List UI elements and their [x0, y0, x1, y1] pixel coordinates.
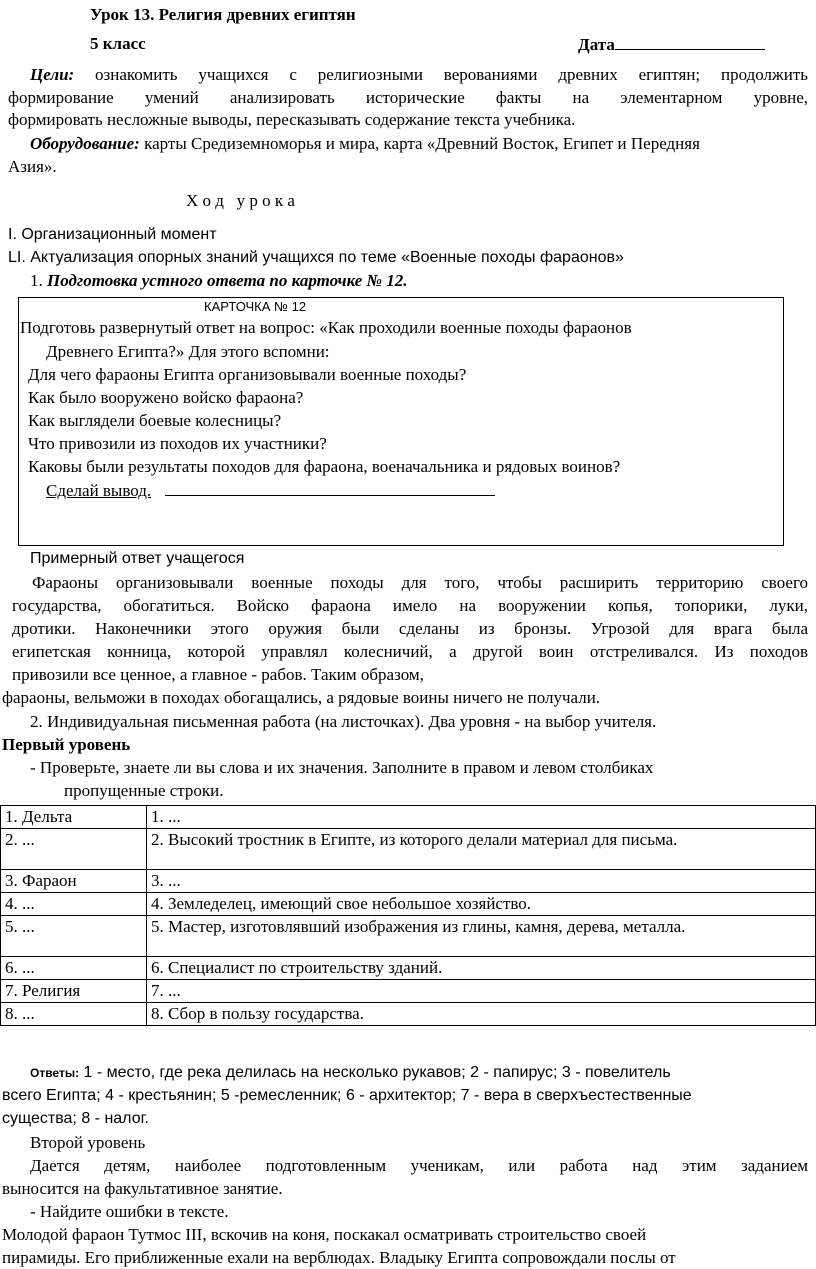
table-cell-definition: 5. Мастер, изготовлявший изображения из глины, камня, дерева, металла.	[147, 916, 816, 957]
level-1-heading: Первый уровень	[2, 735, 131, 754]
table-cell-term: 3. Фараон	[1, 870, 147, 893]
section-item-1	[30, 270, 408, 292]
goals-line-1	[8, 64, 808, 86]
level-2-line-2: выносится на факультативное занятие.	[2, 1179, 283, 1198]
sample-answer-line-6: фараоны, вельможи в походах обогащались, а рядовые воины ничего не получали.	[2, 688, 601, 707]
table-cell-definition: 7. ...	[147, 980, 816, 1003]
card-question-1: Для чего фараоны Египта организовывали военные походы?	[28, 365, 467, 384]
table-row	[1, 806, 816, 829]
table-cell-definition: 2. Высокий тростник в Египте, из которого делали материал для письма.	[147, 829, 816, 870]
card-conclusion	[46, 479, 495, 502]
card-question-3: Как выглядели боевые колесницы?	[28, 411, 282, 430]
sample-answer-line-3: дротики. Наконечники этого оружия были сделаны из бронзы. Угрозой для врага была	[12, 619, 808, 638]
table-row	[1, 870, 816, 893]
goals-text-1: ознакомить учащихся с религиозными верованиями древних египтян; продолжить	[95, 65, 809, 84]
task-2: 2. Индивидуальная письменная работа (на листочках). Два уровня - на выбор учителя.	[30, 712, 657, 731]
card-question-5: Каковы были результаты походов для фараона, военачальника и рядовых воинов?	[28, 457, 621, 476]
table-row	[1, 916, 816, 957]
section-item-1-text: Подготовка устного ответа по карточке № 12.	[47, 271, 408, 290]
level-1-instruction-1: - Проверьте, знаете ли вы слова и их значения. Заполните в правом и левом столбиках	[30, 758, 654, 777]
table-cell-term: 8. ...	[1, 1003, 147, 1026]
table-row	[1, 957, 816, 980]
level-1-instruction-2: пропущенные строки.	[64, 781, 224, 800]
card-title: КАРТОЧКА № 12	[204, 299, 307, 314]
table-row	[1, 893, 816, 916]
card-conclusion-label: Сделай вывод.	[46, 481, 152, 500]
level-2-instruction: - Найдите ошибки в тексте.	[30, 1202, 229, 1221]
sample-answer-line-1: Фараоны организовывали военные походы для того, чтобы расширить территорию своего	[32, 573, 808, 592]
section-item-1-num: 1.	[30, 271, 43, 290]
card-question-4: Что привозили из походов их участники?	[28, 434, 327, 453]
equipment-text-1: карты Средиземноморья и мира, карта «Древний Восток, Египет и Передняя	[144, 134, 700, 153]
table-cell-term: 5. ...	[1, 916, 147, 957]
level-2-text-1: Молодой фараон Тутмос III, вскочив на коня, поскакал осматривать строительство своей	[2, 1225, 647, 1244]
table-cell-term: 4. ...	[1, 893, 147, 916]
date-blank	[615, 33, 765, 50]
table-cell-definition: 6. Специалист по строительству зданий.	[147, 957, 816, 980]
table-cell-definition: 1. ...	[147, 806, 816, 829]
level-2-heading: Второй уровень	[30, 1133, 146, 1152]
section-actualization: LI. Актуализация опорных знаний учащихся по теме «Военные походы фараонов»	[8, 249, 624, 266]
answers-text-1: 1 - место, где река делилась на несколько рукавов; 2 - папирус; 3 - повелитель	[83, 1064, 671, 1081]
table-cell-term: 6. ...	[1, 957, 147, 980]
table-row	[1, 980, 816, 1003]
level-2-line-1: Дается детям, наиболее подготовленным ученикам, или работа над этим заданием	[30, 1156, 808, 1175]
table-cell-term: 7. Религия	[1, 980, 147, 1003]
answers-line-2: всего Египта; 4 - крестьянин; 5 -ремесленник; 6 - архитектор; 7 - вера в сверхъестественные	[2, 1087, 692, 1104]
sample-answer-line-4: египетская конница, которой управлял колесничий, а другой воин отстреливался. Из походов	[12, 642, 808, 661]
table-cell-term: 2. ...	[1, 829, 147, 870]
card-line-1: Подготовь развернутый ответ на вопрос: «Как проходили военные походы фараонов	[20, 318, 632, 337]
terms-table	[0, 805, 816, 1026]
table-cell-definition: 4. Земледелец, имеющий свое небольшое хозяйство.	[147, 893, 816, 916]
card-conclusion-blank	[165, 479, 495, 496]
equipment-label: Оборудование:	[30, 134, 140, 153]
grade-label: 5 класс	[90, 34, 146, 53]
table-row	[1, 1003, 816, 1026]
lesson-title: Урок 13. Религия древних египтян	[90, 5, 356, 24]
equipment-line-2: Азия».	[8, 157, 57, 176]
table-cell-definition: 3. ...	[147, 870, 816, 893]
date-label: Дата	[578, 35, 615, 54]
table-cell-definition: 8. Сбор в пользу государства.	[147, 1003, 816, 1026]
answers-label: Ответы:	[30, 1066, 80, 1080]
card-question-2: Как было вооружено войско фараона?	[28, 388, 304, 407]
sample-answer-line-5: привозили все ценное, а главное - рабов. Таким образом,	[12, 665, 424, 684]
table-cell-term: 1. Дельта	[1, 806, 147, 829]
section-organizational: I. Организационный момент	[8, 226, 217, 243]
date-field	[578, 33, 765, 56]
card-line-2: Древнего Египта?» Для этого вспомни:	[46, 342, 330, 361]
sample-answer-heading: Примерный ответ учащегося	[30, 550, 245, 567]
sample-answer-line-2: государства, обогатиться. Войско фараона имело на вооружении копья, топорики, луки,	[12, 596, 808, 615]
goals-line-3: формировать несложные выводы, пересказывать содержание текста учебника.	[8, 110, 576, 129]
answers-line-1	[30, 1062, 671, 1084]
lesson-flow-heading: Х о д у р о к а	[186, 191, 295, 210]
equipment-line-1	[30, 133, 700, 155]
goals-line-2: формирование умений анализировать исторические факты на элементарном уровне,	[8, 88, 808, 107]
answers-line-3: существа; 8 - налог.	[2, 1110, 149, 1127]
level-2-text-2: пирамиды. Его приближенные ехали на верблюдах. Владыку Египта сопровождали послы от	[2, 1248, 676, 1267]
table-row	[1, 829, 816, 870]
goals-label: Цели:	[30, 65, 75, 84]
